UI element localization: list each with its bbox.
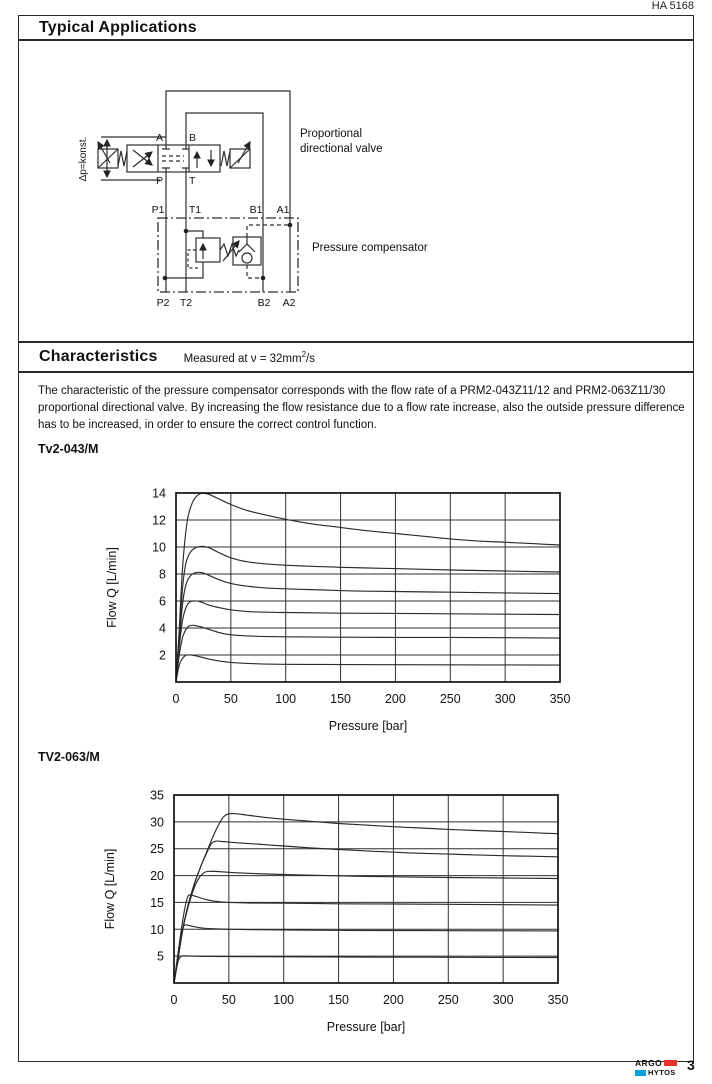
pressure-compensator-caption: Pressure compensator <box>312 242 428 254</box>
characteristics-description: The characteristic of the pressure compensator corresponds with the flow rate of a PRM2-043Z11/12 and PRM2-063Z11/30 proportional directional valve. By increasing the flow resistance due to a flow rate increase, also the outside pressure difference has to be increased, in order to ensure the correct control function. <box>38 385 685 432</box>
flow-curve <box>176 601 560 682</box>
chart-tv2-063-m <box>100 772 600 1047</box>
plot-border <box>176 493 560 682</box>
typical-applications-header <box>19 16 693 41</box>
measured-at-exponent: 2 <box>301 349 307 359</box>
comp-port-a2: A2 <box>282 297 296 309</box>
flow-curve <box>174 925 558 983</box>
x-tick-label: 0 <box>172 692 180 706</box>
comp-port-t1: T1 <box>188 204 202 216</box>
argo-hytos-logo <box>635 1058 677 1077</box>
flow-curve <box>176 655 560 682</box>
y-tick-label: 35 <box>150 788 164 803</box>
x-axis-label: Pressure [bar] <box>328 719 408 733</box>
logo-red-block <box>664 1060 677 1066</box>
x-tick-label: 250 <box>439 692 461 706</box>
x-tick-label: 50 <box>223 692 238 706</box>
x-tick-label: 300 <box>494 692 516 706</box>
x-tick-label: 150 <box>328 993 350 1007</box>
flow-curve <box>176 572 560 682</box>
typical-applications-title: Typical Applications <box>39 18 197 36</box>
comp-port-p1: P1 <box>151 204 165 216</box>
flow-curve <box>176 625 560 682</box>
flow-curve <box>174 841 558 983</box>
y-tick-label: 10 <box>150 922 164 937</box>
page-number: 3 <box>687 1057 695 1073</box>
x-tick-label: 300 <box>492 993 514 1007</box>
plot-border <box>174 795 558 983</box>
y-tick-label: 30 <box>150 815 164 830</box>
flow-curve <box>176 493 560 682</box>
x-tick-label: 0 <box>170 993 178 1007</box>
measured-at-prefix: Measured at ν = 32mm <box>183 352 302 365</box>
x-axis-label: Pressure [bar] <box>326 1020 406 1034</box>
comp-port-b2: B2 <box>257 297 271 309</box>
chart2-title: TV2-063/M <box>38 750 100 764</box>
y-tick-label: 20 <box>150 869 164 884</box>
valve-port-a: A <box>155 132 163 144</box>
proportional-valve-caption-line2: directional valve <box>300 143 383 155</box>
flow-curve <box>174 956 558 983</box>
valve-port-t: T <box>189 175 196 187</box>
comp-port-a1: A1 <box>276 204 290 216</box>
logo-row-1 <box>635 1058 677 1068</box>
typical-applications-section <box>18 15 694 342</box>
y-tick-label: 8 <box>159 567 166 582</box>
logo-row-2 <box>635 1068 677 1077</box>
y-tick-label: 6 <box>159 594 166 609</box>
measured-at-suffix: /s <box>306 352 315 365</box>
logo-blue-block <box>635 1070 646 1076</box>
x-tick-label: 100 <box>273 993 295 1007</box>
logo-argo-text: ARGO <box>635 1058 663 1068</box>
y-tick-label: 5 <box>157 949 164 964</box>
x-tick-label: 150 <box>330 692 352 706</box>
flow-curve <box>174 871 558 983</box>
chart1-title: Tv2-043/M <box>38 442 99 456</box>
y-tick-label: 15 <box>150 895 164 910</box>
logo-hytos-text: HYTOS <box>648 1068 676 1077</box>
x-tick-label: 100 <box>275 692 297 706</box>
characteristics-header <box>19 343 693 373</box>
x-tick-label: 200 <box>382 993 404 1007</box>
valve-port-p: P <box>155 175 163 187</box>
y-tick-label: 10 <box>152 540 166 555</box>
comp-port-p2: P2 <box>156 297 170 309</box>
x-tick-label: 50 <box>221 993 236 1007</box>
x-tick-label: 350 <box>549 692 571 706</box>
y-tick-label: 4 <box>159 621 166 636</box>
y-axis-label: Flow Q [L/min] <box>105 547 119 628</box>
x-tick-label: 250 <box>437 993 459 1007</box>
valve-port-b: B <box>189 132 197 144</box>
dp-konst-label: Δp=konst. <box>78 136 89 182</box>
x-tick-label: 350 <box>547 993 569 1007</box>
proportional-valve-caption-line1: Proportional <box>300 128 363 140</box>
flow-curve <box>174 895 558 983</box>
x-tick-label: 200 <box>384 692 406 706</box>
measured-at-note <box>184 350 315 365</box>
y-tick-label: 25 <box>150 842 164 857</box>
characteristics-title: Characteristics <box>39 348 158 365</box>
y-tick-label: 2 <box>159 648 166 663</box>
y-tick-label: 12 <box>152 513 166 528</box>
y-tick-label: 14 <box>152 486 166 501</box>
comp-port-t2: T2 <box>179 297 193 309</box>
comp-port-b1: B1 <box>249 204 263 216</box>
doc-reference: HA 5168 <box>651 0 694 12</box>
chart-tv2-043-m <box>100 470 600 745</box>
y-axis-label: Flow Q [L/min] <box>103 848 117 930</box>
